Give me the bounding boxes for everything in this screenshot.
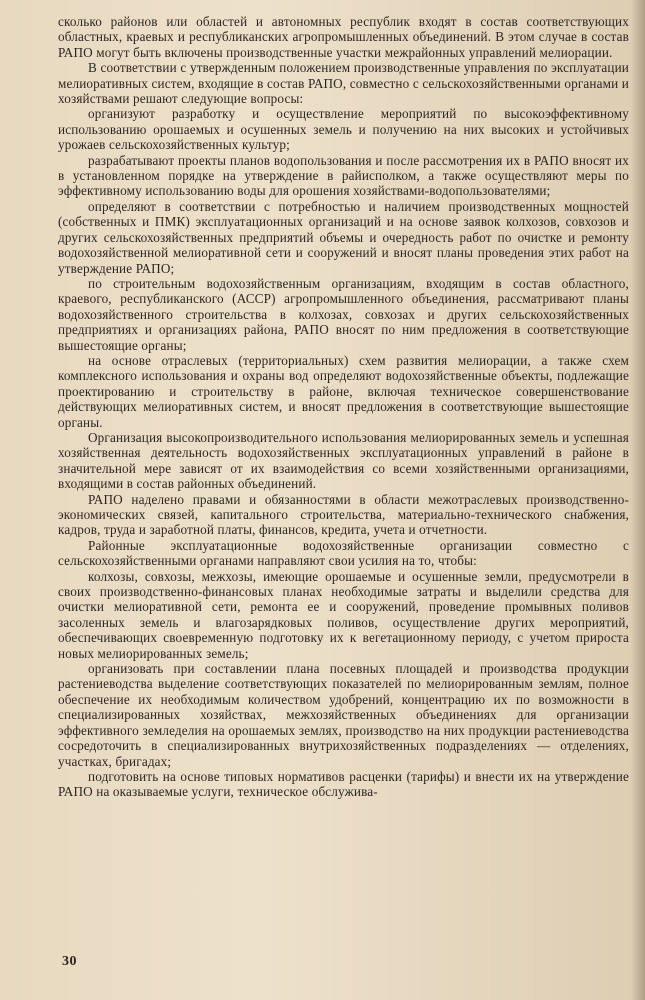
paragraph: сколько районов или областей и автономных республик входят в состав соответствующих областных, краевых и республиканских агропромышленных объединений. В этом случае в состав РАПО могут быть включены производственные участки межрайонных управлений мелиорации. <box>58 14 629 60</box>
paragraph: В соответствии с утвержденным положением производственные управления по эксплуатации мелиоративных систем, входящие в состав РАПО, совместно с сельскохозяйственными органами и хозяйствами решают следующие вопросы: <box>58 60 629 107</box>
paragraph: организуют разработку и осуществление мероприятий по высокоэффективному использованию орошаемых и осушенных земель и получению на них высоких и устойчивых урожаев сельскохозяйственных культур; <box>58 106 629 153</box>
page-number: 30 <box>62 954 77 969</box>
paragraph: разрабатывают проекты планов водопользования и после рассмотрения их в РАПО вносят их в установленном порядке на утверждение в райисполком, а также осуществляют меры по эффективному использованию воды для орошения хозяйствами-водопользователями; <box>58 152 629 199</box>
paragraph: на основе отраслевых (территориальных) схем развития мелиорации, а также схем комплексного использования и охраны вод определяют водохозяйственные объекты, подлежащие проектированию и строительству в районе, включая техническое совершенствование действующих мелиоративных систем, и вносят предложения в соответствующие вышестоящие органы. <box>58 352 629 430</box>
paragraph: организовать при составлении плана посевных площадей и производства продукции растениеводства выделение соответствующих показателей по мелиорированным землям, полное обеспечение их необходимым количеством удобрений, концентрацию их по возможности в специализированных хозяйствах, межхозяйственных объединениях для организации эффективного земледелия на орошаемых землях, производство на них продукции растениеводства сосредоточить в специализированных внутрихозяйственных подразделениях — отделениях, участках, бригадах; <box>58 661 629 769</box>
paragraph: колхозы, совхозы, межхозы, имеющие орошаемые и осушенные земли, предусмотрели в своих производственно-финансовых планах необходимые затраты и выделили средства для очистки мелиоративной сети, ремонта ее и сооружений, проведение промывных поливов засоленных земель и влагозарядковых поливов, осуществление других мероприятий, обеспечивающих своевременную подготовку их к вегетационному периоду, с учетом прироста новых мелиорированных земель; <box>58 568 629 661</box>
paragraph: определяют в соответствии с потребностью и наличием производственных мощностей (собственных и ПМК) эксплуатационных организаций и на основе заявок колхозов, совхозов и других сельскохозяйственных предприятий объемы и очередность работ по очистке и ремонту водохозяйственной мелиоративной сети и сооружений и вносят планы проведения этих работ на утверждение РАПО; <box>58 198 629 276</box>
paragraph: Районные эксплуатационные водохозяйственные организации совместно с сельскохозяйственными органами направляют свои усилия на то, чтобы: <box>58 537 629 569</box>
paragraph: подготовить на основе типовых нормативов расценки (тарифы) и внести их на утверждение РАПО на оказываемые услуги, техническое обслужива- <box>58 768 629 800</box>
paragraph: Организация высокопроизводительного использования мелиорированных земель и успешная хозяйственная деятельность водохозяйственных эксплуатационных управлений в районе в значительной мере зависят от их взаимодействия со всеми хозяйственными организациями, входящими в состав районных объединений. <box>58 429 629 492</box>
paragraph: РАПО наделено правами и обязанностями в области межотраслевых производственно-экономических связей, капитального строительства, материально-технического снабжения, кадров, труда и заработной платы, финансов, кредита, учета и отчетности. <box>58 491 629 538</box>
body-text <box>58 14 629 800</box>
paragraph: по строительным водохозяйственным организациям, входящим в состав областного, краевого, республиканского (АССР) агропромышленного объединения, рассматривают планы водохозяйственного строительства в колхозах, совхозах и других сельскохозяйственных предприятиях и организациях района, РАПО вносят по ним предложения в соответствующие вышестоящие органы; <box>58 275 629 353</box>
